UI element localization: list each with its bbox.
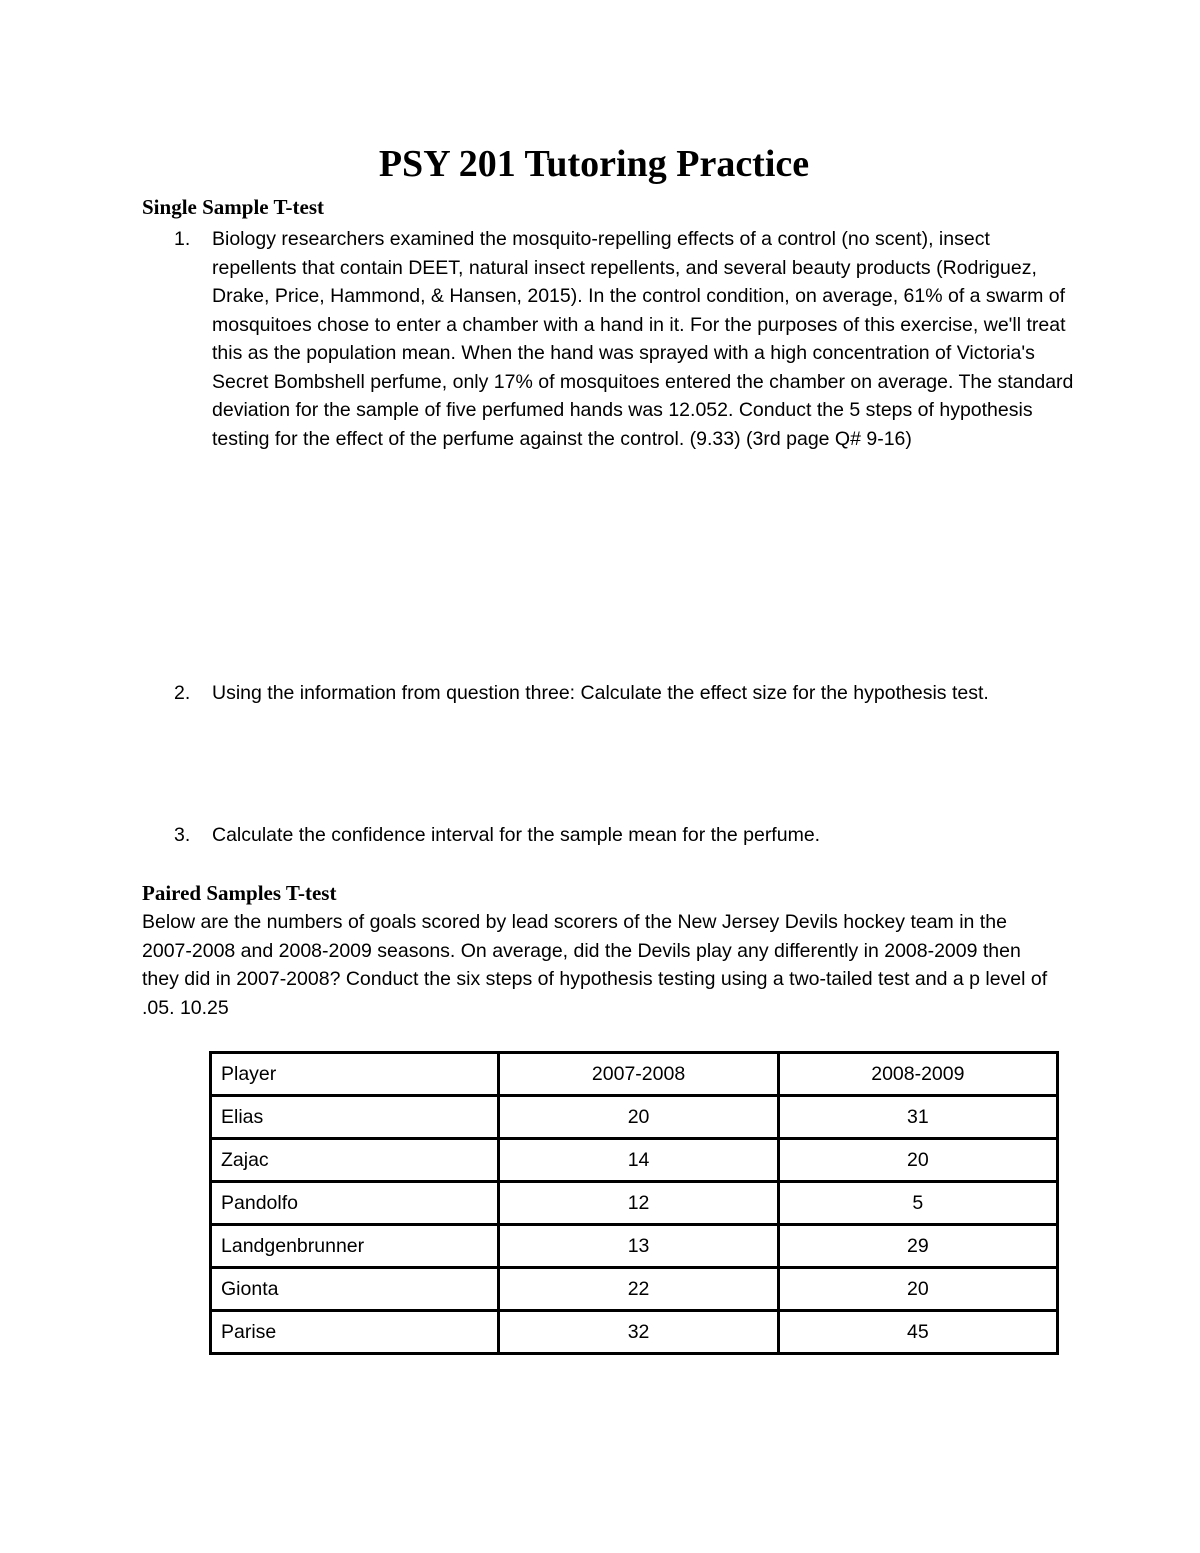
cell-2007-2008: 22 [499, 1268, 778, 1311]
cell-2008-2009: 31 [778, 1096, 1057, 1139]
question-3-number: 3. [174, 824, 191, 846]
cell-2007-2008: 12 [499, 1182, 778, 1225]
cell-player: Gionta [211, 1268, 499, 1311]
cell-2008-2009: 45 [778, 1311, 1057, 1354]
question-1-text: Biology researchers examined the mosquito-repelling effects of a control (no scent), insect repellents that contain DEET, natural insect repellents, and several beauty products (Rodriguez, Drake, Price, Hammond, & Hansen, 2015). In the control condition, on average, 61% of a swarm of mosquitoes chose to enter a chamber with a hand in it. For the purposes of this exercise, we'll treat this as the population mean. When the hand was sprayed with a high concentration of Victoria's Secret Bombshell perfume, only 17% of mosquitoes entered the chamber on average. The standard deviation for the sample of five perfumed hands was 12.052. Conduct the 5 steps of hypothesis testing for the effect of the perfume against the control. (9.33) (3rd page Q# 9-16) [212, 228, 1074, 450]
header-2008-2009: 2008-2009 [778, 1053, 1057, 1096]
cell-player: Elias [211, 1096, 499, 1139]
question-2-text: Using the information from question three: Calculate the effect size for the hypothesis test. [212, 682, 989, 704]
cell-player: Parise [211, 1311, 499, 1354]
cell-2008-2009: 29 [778, 1225, 1057, 1268]
paired-samples-paragraph: Below are the numbers of goals scored by lead scorers of the New Jersey Devils hockey team in the 2007-2008 and 2008-2009 seasons. On average, did the Devils play any differently in 2008-2009 then they did in 2007-2008? Conduct the six steps of hypothesis testing using a two-tailed test and a p level of .05. 10.25 [142, 911, 1048, 1019]
table-row [211, 1268, 1058, 1311]
question-1 [174, 225, 1074, 453]
cell-2007-2008: 20 [499, 1096, 778, 1139]
cell-2008-2009: 20 [778, 1139, 1057, 1182]
page-title: PSY 201 Tutoring Practice [378, 143, 810, 185]
section-heading-single-sample: Single Sample T-test [142, 195, 325, 219]
goals-table [209, 1051, 1059, 1355]
cell-player: Landgenbrunner [211, 1225, 499, 1268]
section-heading-paired-samples: Paired Samples T-test [142, 881, 337, 905]
table-row [211, 1182, 1058, 1225]
cell-2008-2009: 5 [778, 1182, 1057, 1225]
table-row [211, 1096, 1058, 1139]
header-player: Player [211, 1053, 499, 1096]
table-row [211, 1311, 1058, 1354]
table-header-row [211, 1053, 1058, 1096]
table-row [211, 1139, 1058, 1182]
cell-2007-2008: 14 [499, 1139, 778, 1182]
question-3-text: Calculate the confidence interval for the sample mean for the perfume. [212, 824, 821, 846]
cell-2007-2008: 32 [499, 1311, 778, 1354]
question-3 [174, 821, 1074, 850]
question-2 [174, 679, 1074, 708]
cell-player: Pandolfo [211, 1182, 499, 1225]
header-2007-2008: 2007-2008 [499, 1053, 778, 1096]
table-row [211, 1225, 1058, 1268]
cell-2007-2008: 13 [499, 1225, 778, 1268]
question-1-number: 1. [174, 228, 191, 250]
cell-player: Zajac [211, 1139, 499, 1182]
question-2-number: 2. [174, 682, 191, 704]
cell-2008-2009: 20 [778, 1268, 1057, 1311]
